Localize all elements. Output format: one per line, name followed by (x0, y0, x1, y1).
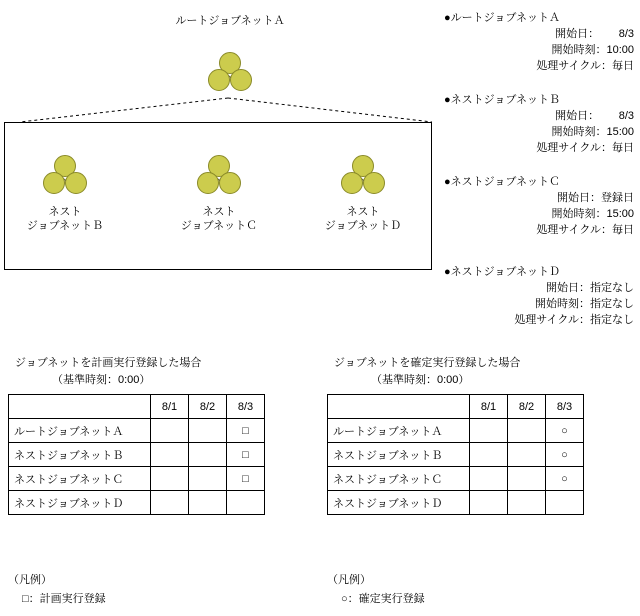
left-legend-head: （凡例） (8, 574, 52, 586)
jobnet-cluster-icon (196, 155, 242, 195)
cell-marker: ○ (546, 467, 584, 491)
left-schedule-table (8, 394, 265, 515)
property-line: 開始時刻：10:00 (551, 44, 634, 56)
cell-marker (508, 467, 546, 491)
cell-marker: □ (227, 467, 265, 491)
right-table-subtitle: （基準時刻：0:00） (371, 374, 470, 386)
node-ball (197, 172, 219, 194)
nest-b-label-line2: ジョブネットＢ (26, 220, 104, 232)
jobnet-cluster-icon (42, 155, 88, 195)
table-row (328, 467, 584, 491)
node-ball (363, 172, 385, 194)
cell-marker (470, 467, 508, 491)
root-jobnet-label: ルートジョブネットＡ (175, 15, 285, 27)
bullet-icon: ● (444, 94, 451, 106)
node-ball (230, 69, 252, 91)
nest-c-label-line1: ネスト (202, 206, 236, 218)
bullet-icon: ● (444, 12, 451, 24)
table-header-row (328, 395, 584, 419)
left-table-subtitle: （基準時刻：0:00） (52, 374, 151, 386)
right-table-title: ジョブネットを確定実行登録した場合 (334, 357, 521, 369)
table-row (9, 467, 265, 491)
property-line: 開始日： 8/3 (555, 110, 634, 122)
bullet-icon: ● (444, 176, 451, 188)
cell-marker (470, 443, 508, 467)
cell-marker (227, 491, 265, 515)
cell-marker: □ (227, 443, 265, 467)
right-schedule-table (327, 394, 584, 515)
cell-marker (508, 491, 546, 515)
property-line: 開始日： 8/3 (555, 28, 634, 40)
property-line: 処理サイクル：毎日 (536, 60, 634, 72)
cell-marker (546, 491, 584, 515)
cell-marker (151, 491, 189, 515)
cell-marker (470, 419, 508, 443)
table-row (9, 443, 265, 467)
table-row (328, 491, 584, 515)
table-row (9, 491, 265, 515)
column-header-day: 8/3 (227, 395, 265, 419)
cell-marker (151, 419, 189, 443)
nest-c-label-line2: ジョブネットＣ (180, 220, 258, 232)
row-label: ネストジョブネットＢ (9, 443, 151, 467)
cell-marker: ○ (546, 419, 584, 443)
column-header-day: 8/1 (470, 395, 508, 419)
row-label: ネストジョブネットＤ (9, 491, 151, 515)
table-header-row (9, 395, 265, 419)
column-header-blank (328, 395, 470, 419)
nest-d-label-line1: ネスト (346, 206, 380, 218)
row-label: ルートジョブネットＡ (9, 419, 151, 443)
property-group-nest-b (444, 92, 634, 156)
cell-marker (151, 467, 189, 491)
property-title: ●ネストジョブネットＣ (444, 176, 560, 188)
column-header-day: 8/2 (508, 395, 546, 419)
property-group-root-a (444, 10, 634, 74)
column-header-day: 8/2 (189, 395, 227, 419)
cell-marker (189, 419, 227, 443)
nest-d-label-line2: ジョブネットＤ (324, 220, 402, 232)
node-ball (43, 172, 65, 194)
table-row (9, 419, 265, 443)
node-ball (208, 69, 230, 91)
right-legend-text: ○：確定実行登録 (341, 593, 425, 605)
property-title: ●ネストジョブネットＢ (444, 94, 560, 106)
row-label: ネストジョブネットＣ (9, 467, 151, 491)
nest-jobnet-container (4, 122, 432, 270)
cell-marker: □ (227, 419, 265, 443)
cell-marker (189, 467, 227, 491)
property-title: ●ルートジョブネットＡ (444, 12, 560, 24)
property-line: 開始時刻：15:00 (551, 126, 634, 138)
node-ball (219, 172, 241, 194)
node-ball (65, 172, 87, 194)
property-line: 処理サイクル：毎日 (536, 224, 634, 236)
jobnet-cluster-icon (207, 52, 253, 92)
bullet-icon: ● (444, 266, 451, 278)
row-label: ルートジョブネットＡ (328, 419, 470, 443)
right-legend-head: （凡例） (327, 574, 371, 586)
nest-b-label-line1: ネスト (48, 206, 82, 218)
node-ball (341, 172, 363, 194)
column-header-blank (9, 395, 151, 419)
table-row (328, 419, 584, 443)
left-table-title: ジョブネットを計画実行登録した場合 (15, 357, 202, 369)
cell-marker (508, 443, 546, 467)
row-label: ネストジョブネットＣ (328, 467, 470, 491)
cell-marker (508, 419, 546, 443)
column-header-day: 8/1 (151, 395, 189, 419)
left-legend-text: □：計画実行登録 (22, 593, 106, 605)
row-label: ネストジョブネットＤ (328, 491, 470, 515)
jobnet-cluster-icon (340, 155, 386, 195)
column-header-day: 8/3 (546, 395, 584, 419)
property-line: 開始時刻：15:00 (551, 208, 634, 220)
property-line: 開始日：指定なし (546, 282, 634, 294)
property-line: 開始日：登録日 (557, 192, 634, 204)
property-title: ●ネストジョブネットＤ (444, 266, 560, 278)
property-line: 処理サイクル：毎日 (536, 142, 634, 154)
cell-marker (470, 491, 508, 515)
cell-marker: ○ (546, 443, 584, 467)
property-line: 開始時刻：指定なし (535, 298, 634, 310)
cell-marker (151, 443, 189, 467)
row-label: ネストジョブネットＢ (328, 443, 470, 467)
cell-marker (189, 443, 227, 467)
property-group-nest-d (444, 264, 634, 328)
property-group-nest-c (444, 174, 634, 238)
property-line: 処理サイクル：指定なし (514, 314, 634, 326)
table-row (328, 443, 584, 467)
cell-marker (189, 491, 227, 515)
